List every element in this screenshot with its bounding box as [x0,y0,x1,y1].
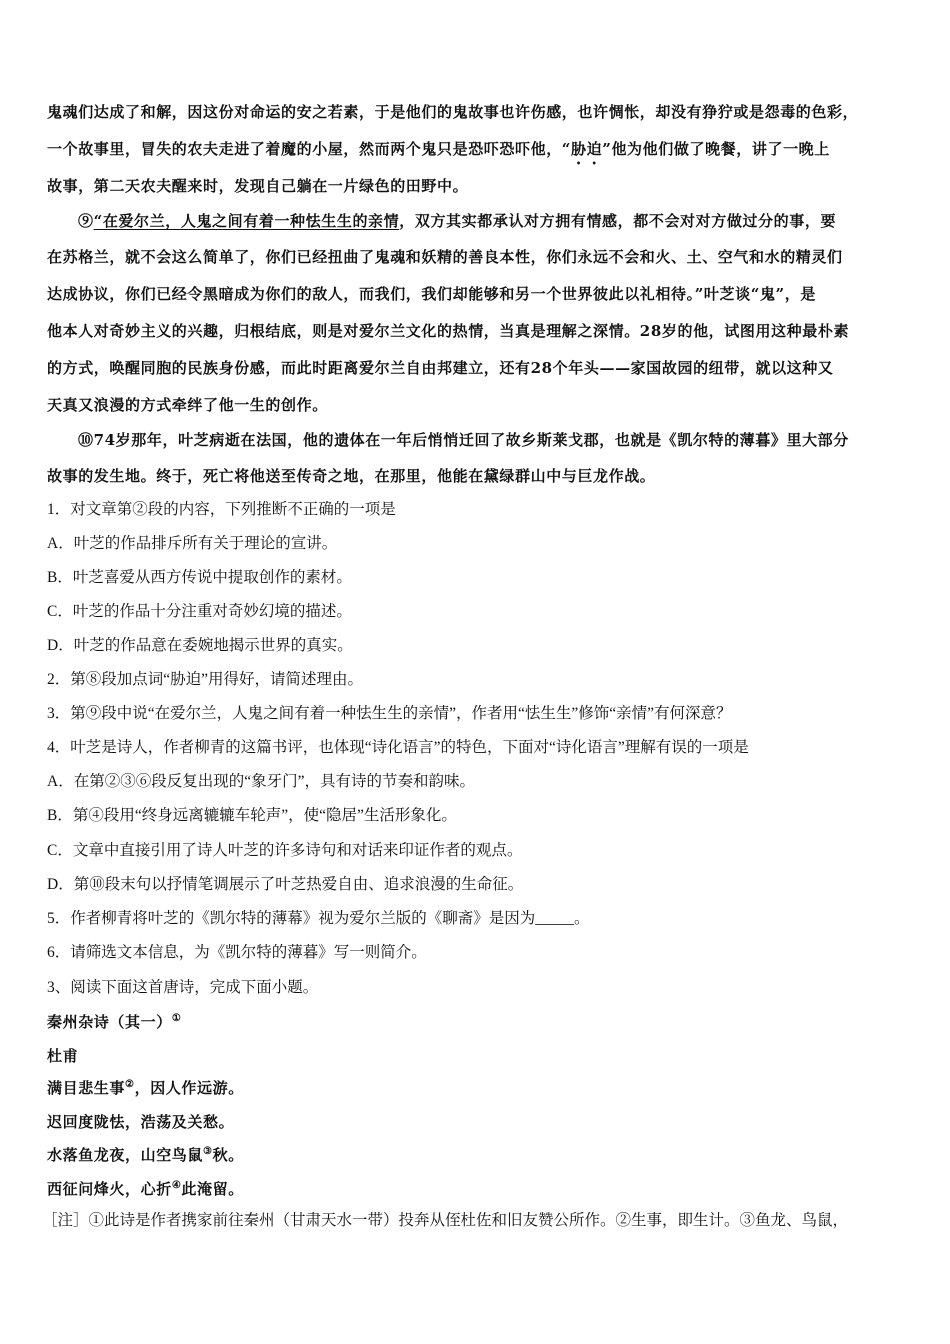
footnote-marker: ① [171,1013,182,1024]
paragraph-9-line-2: 在苏格兰，就不会这么简单了，你们已经扭曲了鬼魂和妖精的善良本性，你们永远不会和火、土、空气和水的精灵们 [47,248,843,266]
text-span: ”他为他们做了晚餐，讲了一晚上 [602,140,830,158]
paragraph-10-line-2: 故事的发生地。终于，死亡将他送至传奇之地，在那里，他能在黛绿群山中与巨龙作战。 [47,467,656,485]
dotted-word: 胁迫 [571,140,603,158]
question-3: 3．第⑨段中说“在爱尔兰，人鬼之间有着一种怯生生的亲情”，作者用“怯生生”修饰“亲情”有何深意？ [47,705,732,722]
text-span: 此淹留。 [181,1180,244,1198]
question-4: 4．叶芝是诗人，作者柳青的这篇书评，也体现“诗化语言”的特色，下面对“诗化语言”理解有误的一项是 [47,739,749,756]
paragraph-8-line-3: 故事，第二天农夫醒来时，发现自己躺在一片绿色的田野中。 [47,177,469,195]
text-span: ，因人作远游。 [134,1079,244,1097]
footnote-marker: ② [125,1079,135,1090]
poem-line-3 [47,1145,910,1165]
text-span: 满目悲生事 [47,1079,126,1097]
question-4-option-b: B．第④段用“终身远离辘辘车轮声”，使“隐居”生活形象化。 [47,807,457,824]
question-1-option-d: D．叶芝的作品意在委婉地揭示世界的真实。 [47,637,353,654]
paragraph-9-line-3: 达成协议，你们已经令黑暗成为你们的敌人，而我们，我们却能够和另一个世界彼此以礼相待。”叶芝谈“鬼”，是 [47,285,816,303]
paragraph-9-line-6: 天真又浪漫的方式牵绊了他一生的创作。 [47,396,328,414]
question-1-option-c: C．叶芝的作品十分注重对奇妙幻境的描述。 [47,603,352,620]
poem-author: 杜甫 [47,1047,79,1065]
paragraph-9-line-5: 的方式，唤醒同胞的民族身份感，而此时距离爱尔兰自由邦建立，还有28个年头——家国故园的纽带，就以这种又 [47,359,834,377]
paragraph-9-line-4: 他本人对奇妙主义的兴趣，归根结底，则是对爱尔兰文化的热情，当真是理解之深情。28岁的他，试图用这种最朴素 [47,322,850,340]
poem-line-2: 迟回度陇怯，浩荡及关愁。 [47,1113,235,1131]
footnote-marker: ④ [171,1180,182,1191]
paragraph-8-line-1: 鬼魂们达成了和解，因这份对命运的安之若素，于是他们的鬼故事也许伤感，也许惆怅，却没有狰狞或是怨毒的色彩， [47,103,859,121]
text-span: 西征问烽火，心折 [47,1180,172,1198]
text-span: 秦州杂诗（其一） [47,1013,172,1031]
question-1-option-a: A．叶芝的作品排斥所有关于理论的宣讲。 [47,535,338,552]
text-span: 一个故事里，冒失的农夫走进了着魔的小屋，然而两个鬼只是恐吓恐吓他，“ [47,140,572,158]
poem-line-1 [47,1078,910,1098]
underlined-quote: “在爱尔兰，人鬼之间有着一种怯生生的亲情 [93,212,400,230]
footnote-marker: ③ [203,1146,213,1157]
question-1-option-b: B．叶芝喜爱从西方传说中提取创作的素材。 [47,569,352,586]
paragraph-10-line-1: ⑩74岁那年，叶芝病逝在法国，他的遗体在一年后悄悄迁回了故乡斯莱戈郡，也就是《凯尔特的薄暮》里大部分 [78,431,849,449]
text-span: ，双方其实都承认对方拥有情感，都不会对对方做过分的事，要 [399,212,837,230]
paragraph-number: ⑨ [78,212,94,230]
question-4-option-c: C．文章中直接引用了诗人叶芝的许多诗句和对话来印证作者的观点。 [47,842,523,859]
poem-note: ［注］①此诗是作者携家前往秦州（甘肃天水一带）投奔从侄杜佐和旧友赞公所作。②生事，即生计。③鱼龙、鸟鼠， [42,1212,849,1229]
question-2: 2．第⑧段加点词“胁迫”用得好，请简述理由。 [47,671,364,688]
paragraph-9-line-1 [78,211,910,231]
text-span: 水落鱼龙夜，山空鸟鼠 [47,1146,204,1164]
question-4-option-d: D．第⑩段末句以抒情笔调展示了叶芝热爱自由、追求浪漫的生命征。 [47,876,524,893]
question-4-option-a: A．在第②③⑥段反复出现的“象牙门”，具有诗的节奏和韵味。 [47,773,475,790]
poem-line-4 [47,1179,910,1199]
poem-title [47,1012,910,1032]
paragraph-8-line-2 [47,139,910,168]
text-span: 秋。 [212,1146,244,1164]
question-1: 1．对文章第②段的内容，下列推断不正确的一项是 [47,501,396,518]
question-6: 6．请筛选文本信息，为《凯尔特的薄暮》写一则简介。 [47,944,427,961]
question-5: 5．作者柳青将叶芝的《凯尔特的薄幕》视为爱尔兰版的《聊斋》是因为_____。 [47,910,590,927]
section-intro: 3、阅读下面这首唐诗，完成下面小题。 [47,979,319,996]
